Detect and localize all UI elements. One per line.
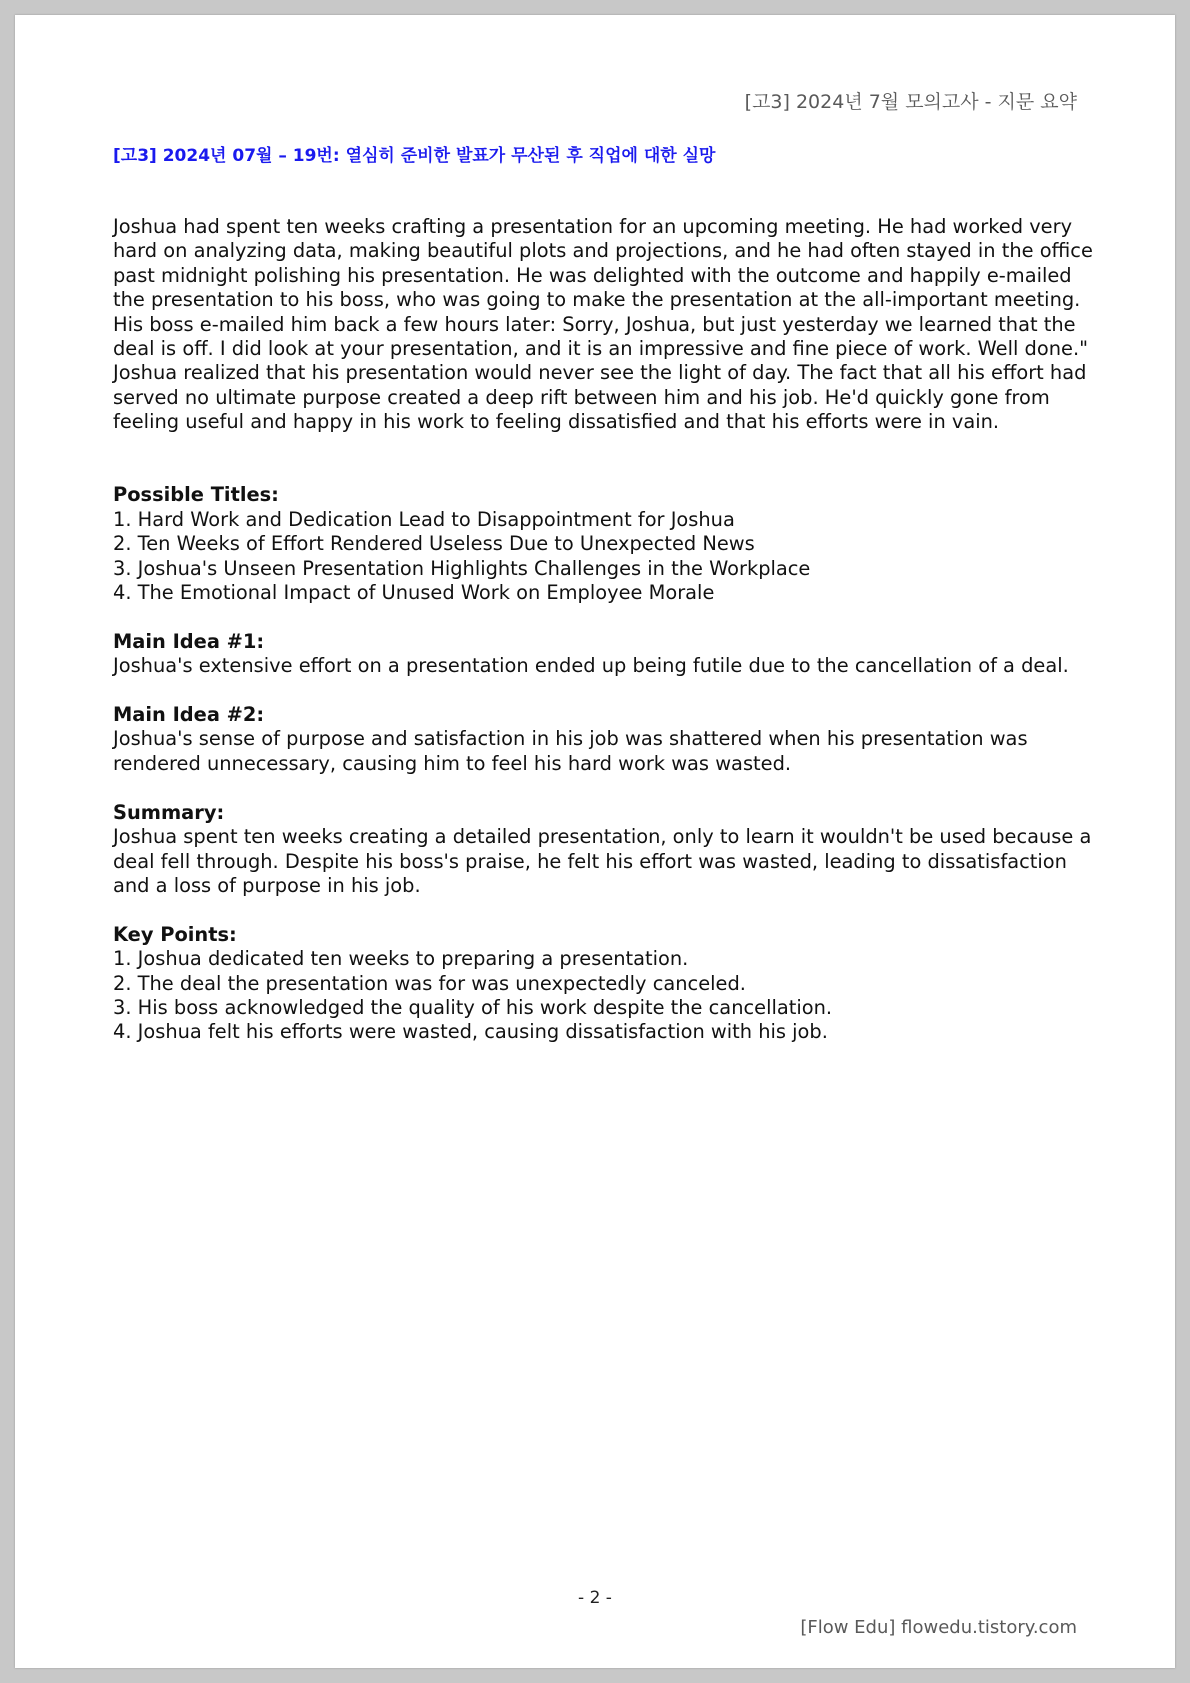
list-item: 2. The deal the presentation was for was unexpectedly canceled.: [113, 971, 746, 995]
list-item: 1. Joshua dedicated ten weeks to preparing a presentation.: [113, 947, 689, 971]
list-item: 3. Joshua's Unseen Presentation Highlights Challenges in the Workplace: [113, 556, 811, 580]
section-text: Joshua's extensive effort on a presentation ended up being futile due to the cancellation of a deal.: [113, 654, 1069, 678]
list-item: 4. Joshua felt his efforts were wasted, causing dissatisfaction with his job.: [113, 1020, 828, 1044]
section-heading: Key Points:: [113, 922, 237, 946]
section-heading: Summary:: [113, 800, 225, 824]
page-number: - 2 -: [578, 1588, 612, 1608]
section-heading: Possible Titles:: [113, 483, 279, 507]
document-page: [15, 15, 1175, 1668]
list-item: 1. Hard Work and Dedication Lead to Disappointment for Joshua: [113, 507, 735, 531]
main-idea-1-section: [113, 630, 1095, 679]
page-header: [고3] 2024년 7월 모의고사 - 지문 요약: [744, 91, 1077, 113]
list-item: 2. Ten Weeks of Effort Rendered Useless Due to Unexpected News: [113, 532, 755, 556]
possible-titles-section: [113, 483, 1095, 605]
list-item: 4. The Emotional Impact of Unused Work on Employee Morale: [113, 581, 715, 605]
key-points-section: [113, 923, 1095, 1045]
section-text: Joshua's sense of purpose and satisfaction in his job was shattered when his presentation was rendered unnecessary, causing him to feel his hard work was wasted.: [113, 727, 1028, 775]
page-footer: [Flow Edu] flowedu.tistory.com: [800, 1617, 1077, 1638]
main-idea-2-section: [113, 703, 1095, 776]
summary-section: [113, 801, 1095, 899]
section-heading: Main Idea #1:: [113, 629, 265, 653]
document-content: [113, 215, 1095, 1045]
list-item: 3. His boss acknowledged the quality of his work despite the cancellation.: [113, 995, 833, 1019]
passage-text: Joshua had spent ten weeks crafting a presentation for an upcoming meeting. He had worked very hard on analyzing data, making beautiful plots and projections, and he had often stayed in the office past midnight polishing his presentation. He was delighted with the outcome and happily e-mailed the presentation to his boss, who was going to make the presentation at the all-important meeting. His boss e-mailed him back a few hours later: Sorry, Joshua, but just yesterday we learned that the deal is off. I did look at your presentation, and it is an impressive and fine piece of work. Well done." Joshua realized that his presentation would never see the light of day. The fact that all his effort had served no ultimate purpose created a deep rift between him and his job. He'd quickly gone from feeling useful and happy in his work to feeling dissatisfied and that his efforts were in vain.: [113, 215, 1093, 434]
document-title: [고3] 2024년 07월 – 19번: 열심히 준비한 발표가 무산된 후 직업에 대한 실망: [113, 146, 716, 166]
section-heading: Main Idea #2:: [113, 703, 265, 727]
section-text: Joshua spent ten weeks creating a detailed presentation, only to learn it wouldn't be used because a deal fell through. Despite his boss's praise, he felt his effort was wasted, leading to dissatisfaction and a loss of purpose in his job.: [113, 825, 1092, 897]
